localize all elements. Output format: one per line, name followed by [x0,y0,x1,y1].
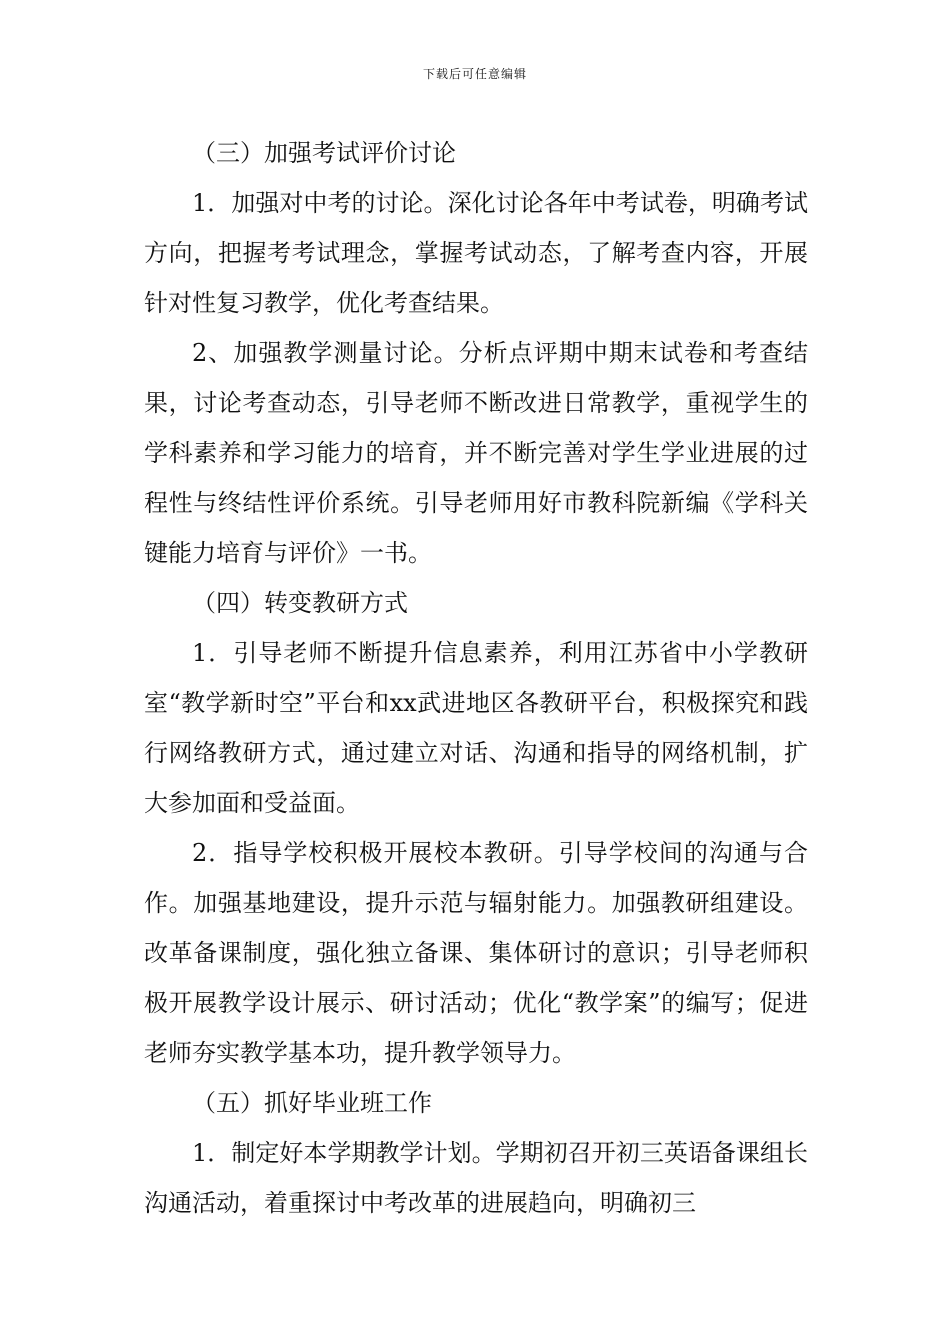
section-heading-5: （五）抓好毕业班工作 [192,1089,432,1117]
page-header: 下载后可任意编辑 [422,67,527,81]
document-body [144,128,808,1228]
paragraph-4-2: 2．指导学校积极开展校本教研。引导学校间的沟通与合作。加强基地建设，提升示范与辐射能力。加强教研组建设。改革备课制度，强化独立备课、集体研讨的意识；引导老师积极开展教学设计展示、研讨活动；优化“教学案”的编写；促进老师夯实教学基本功，提升教学领导力。 [144,839,808,1067]
paragraph-4-1: 1．引导老师不断提升信息素养，利用江苏省中小学教研室“教学新时空”平台和xx武进地区各教研平台，积极探究和践行网络教研方式，通过建立对话、沟通和指导的网络机制，扩大参加面和受益面。 [144,639,808,817]
paragraph-3-1: 1．加强对中考的讨论。深化讨论各年中考试卷，明确考试方向，把握考考试理念，掌握考试动态，了解考查内容，开展针对性复习教学，优化考查结果。 [144,189,808,317]
section-heading-3: （三）加强考试评价讨论 [192,139,456,167]
section-heading-4: （四）转变教研方式 [192,589,408,617]
paragraph-5-1: 1．制定好本学期教学计划。学期初召开初三英语备课组长沟通活动，着重探讨中考改革的进展趋向，明确初三 [144,1139,808,1217]
paragraph-3-2: 2、加强教学测量讨论。分析点评期中期末试卷和考查结果，讨论考查动态，引导老师不断改进日常教学，重视学生的学科素养和学习能力的培育，并不断完善对学生学业进展的过程性与终结性评价系统。引导老师用好市教科院新编《学科关键能力培育与评价》一书。 [144,339,808,567]
